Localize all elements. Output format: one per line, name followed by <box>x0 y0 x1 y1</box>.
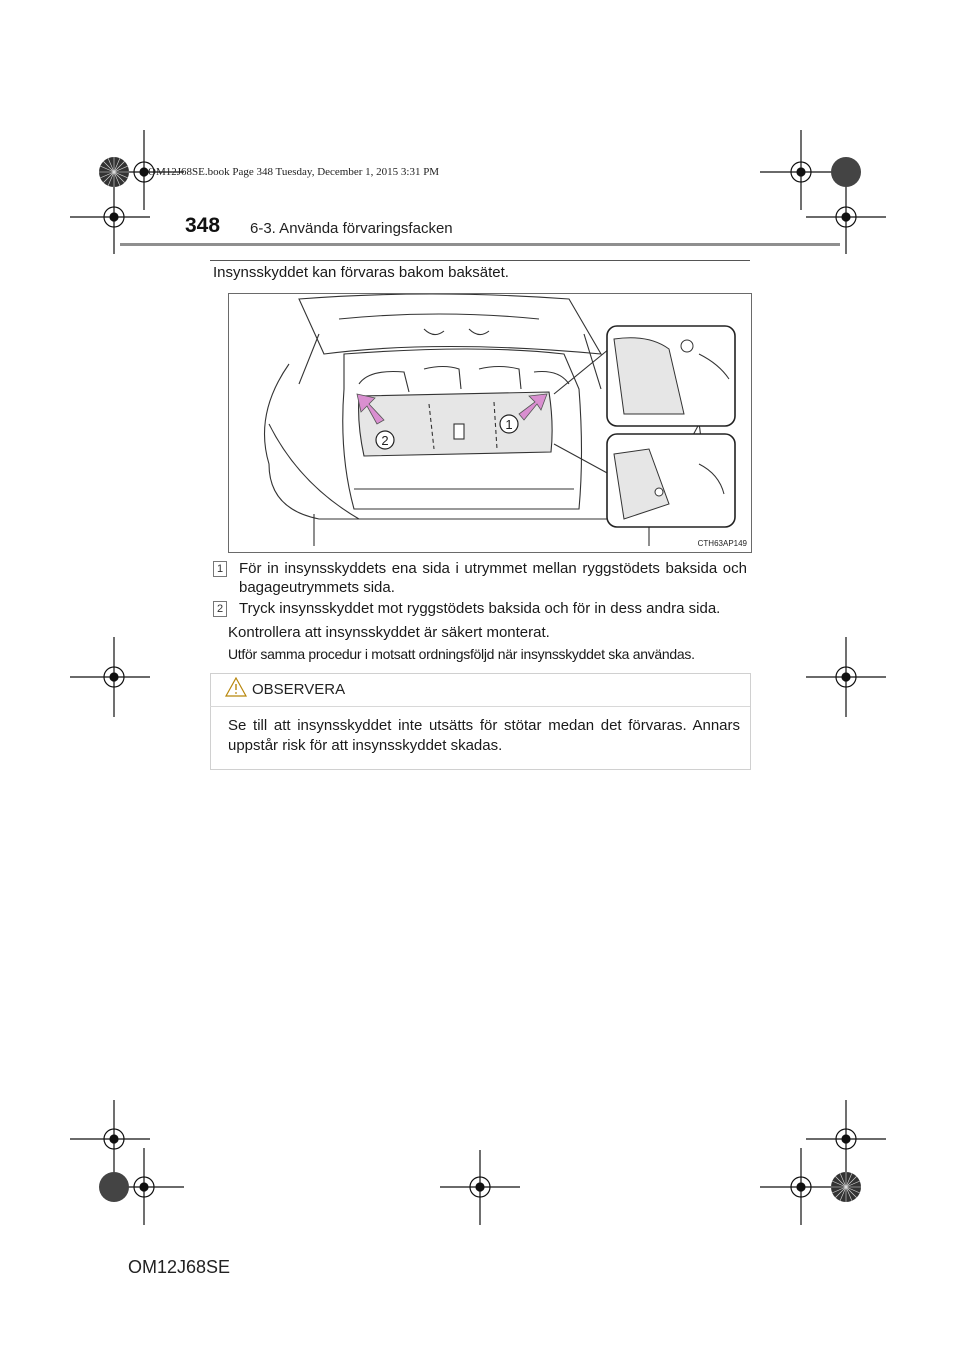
intro-text: Insynsskyddet kan förvaras bakom baksätet. <box>213 264 509 281</box>
dark-mark-top-right <box>831 157 861 187</box>
cargo-drawing <box>229 294 751 552</box>
figure-code: CTH63AP149 <box>697 539 747 548</box>
crosshair-mark-top-right <box>760 130 840 210</box>
dark-mark-bottom-left <box>99 1172 129 1202</box>
crosshair-mark-left-bottom <box>70 1100 150 1175</box>
page-number: 348 <box>185 214 221 237</box>
section-title: 6-3. Använda förvaringsfacken <box>250 220 453 237</box>
book-info-line: OM12J68SE.book Page 348 Tuesday, December 1, 2015 3:31 PM <box>148 166 440 178</box>
step-number: 2 <box>213 601 227 617</box>
note-reverse: Utför samma procedur i motsatt ordningsföljd när insynsskyddet ska användas. <box>228 646 695 662</box>
callout-1: 1 <box>505 417 513 432</box>
callout-2: 2 <box>381 433 389 448</box>
note-secure: Kontrollera att insynsskyddet är säkert monterat. <box>228 624 550 641</box>
step-text: Tryck insynsskyddet mot ryggstödets baksida och för in dess andra sida. <box>239 600 721 617</box>
footer-code: OM12J68SE <box>128 1257 231 1277</box>
header-rule <box>120 243 840 246</box>
crosshair-mark-right-bottom <box>806 1100 886 1175</box>
cargo-illustration <box>228 293 752 553</box>
crosshair-mark-bottom-right <box>760 1148 840 1225</box>
step-number: 1 <box>213 561 227 577</box>
crosshair-mark-bottom-center <box>440 1150 520 1225</box>
caution-text: Se till att insynsskyddet inte utsätts för stötar medan det förvaras. Annars uppstår risk för att insynsskyddet skadas. <box>228 717 740 754</box>
starburst-mark-bottom-right <box>831 1172 861 1202</box>
warning-triangle-icon <box>225 677 247 697</box>
caution-title: OBSERVERA <box>252 681 346 698</box>
starburst-mark-top-left <box>99 157 129 187</box>
step-text: För in insynsskyddets ena sida i utrymmet mellan ryggstödets baksida och bagageutrymmets sida. <box>239 560 747 596</box>
content-rule <box>210 260 750 261</box>
crosshair-mark-left-middle <box>70 637 150 717</box>
crosshair-mark-right-middle <box>806 637 886 717</box>
